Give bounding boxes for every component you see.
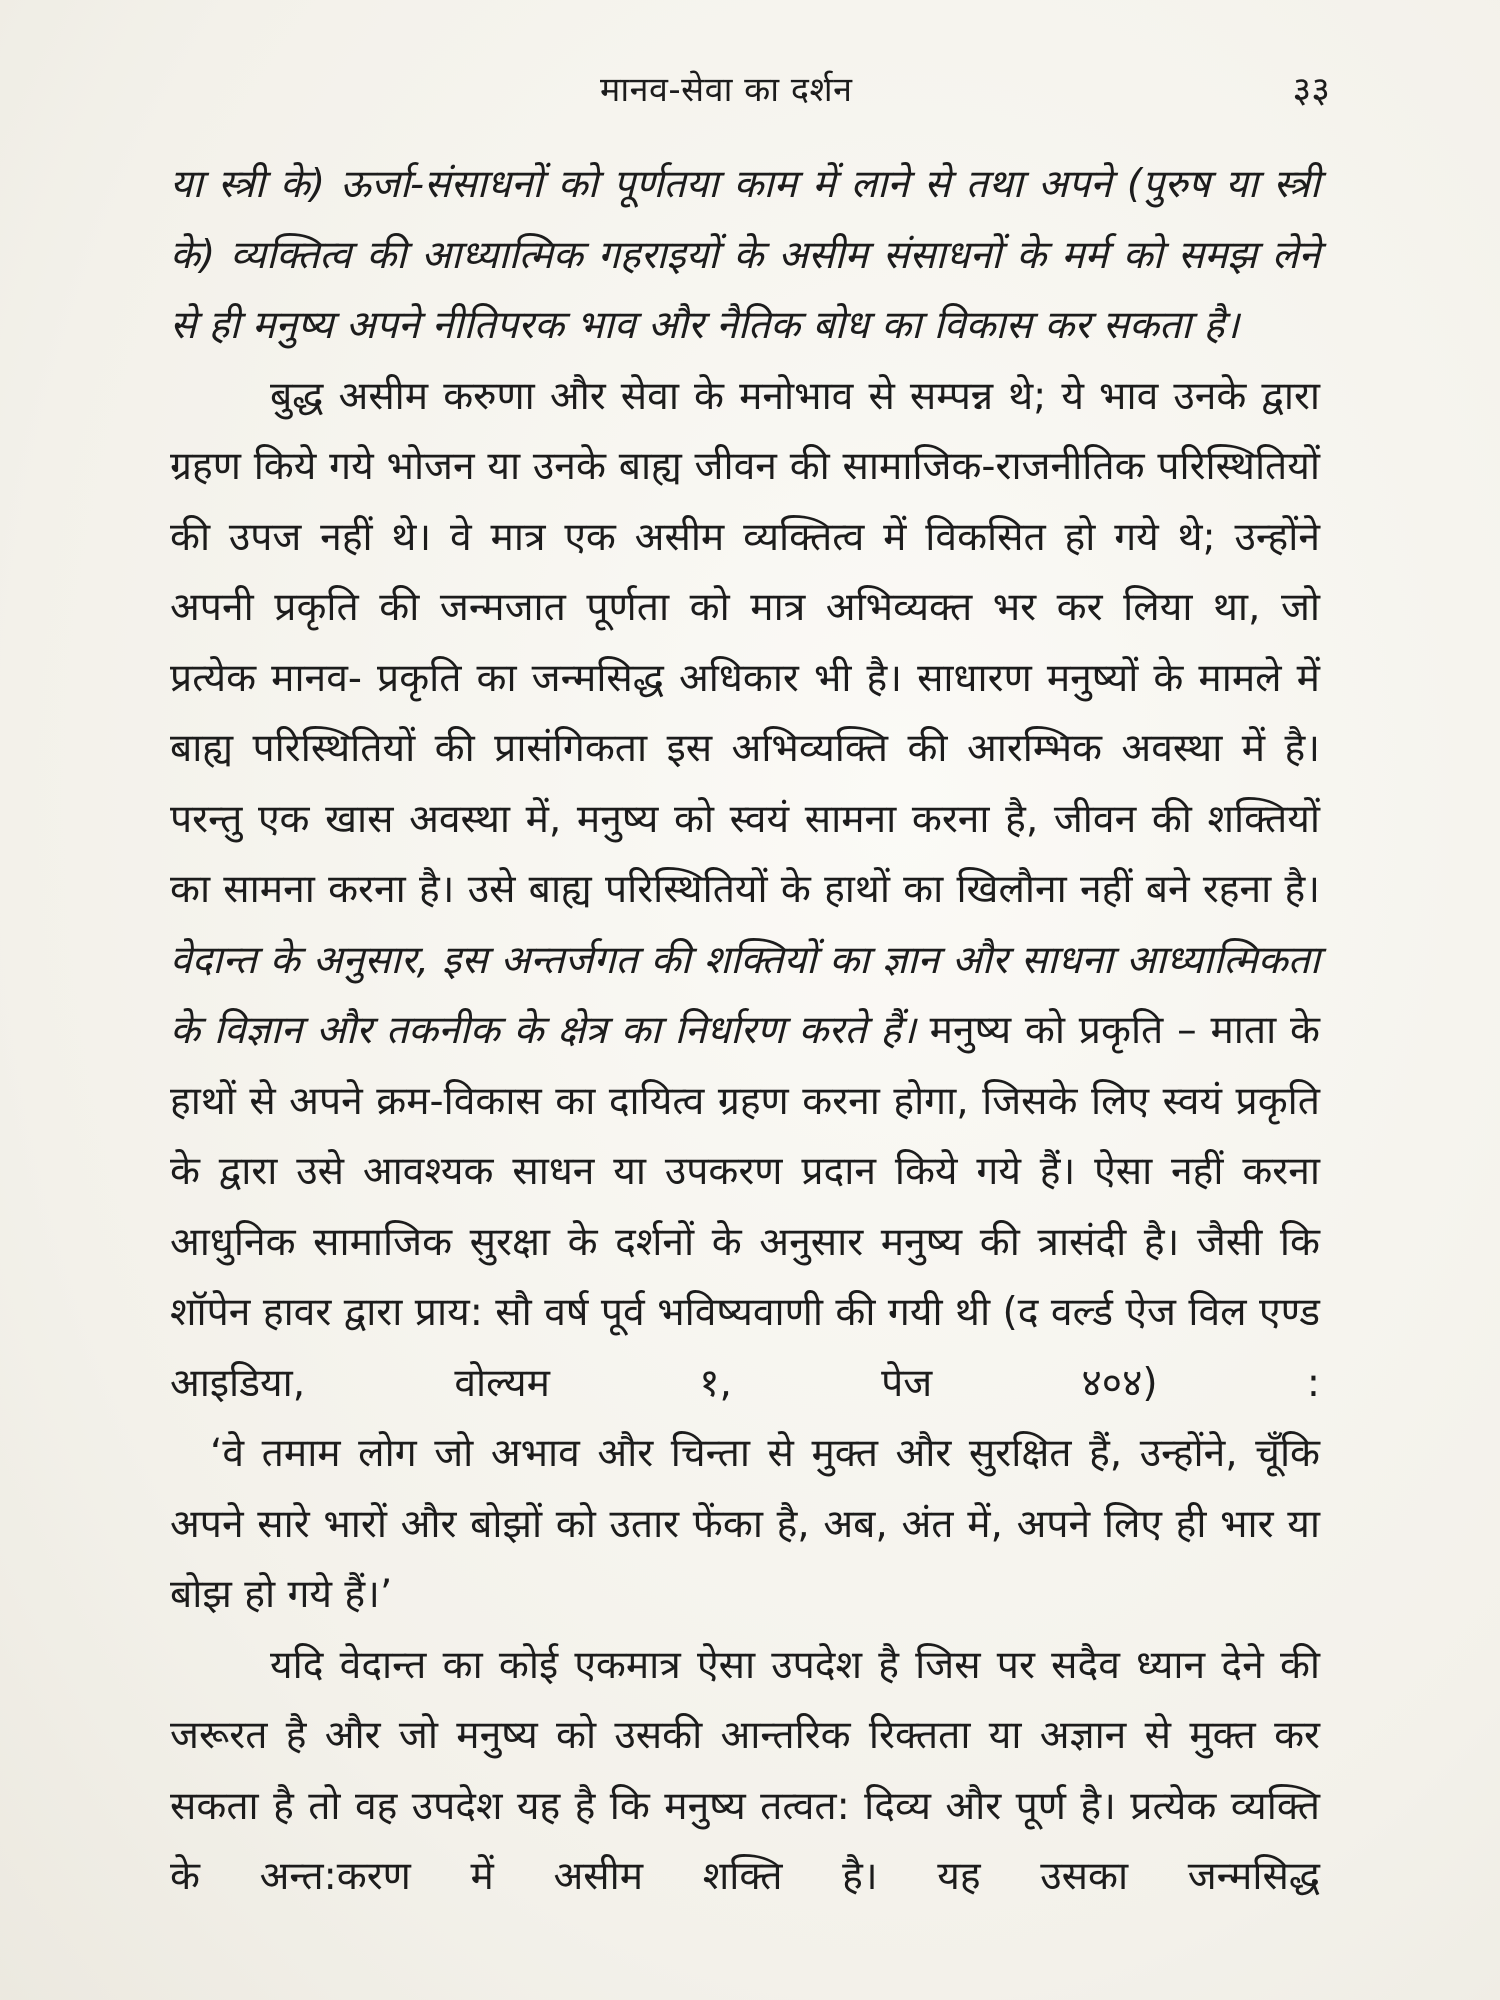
page-number: ३३ bbox=[1292, 69, 1330, 111]
page-body bbox=[170, 150, 1320, 1913]
paragraph-2 bbox=[170, 362, 1320, 1420]
paragraph-2-part-c: मनुष्य को प्रकृति – माता के हाथों से अपने क्रम-विकास का दायित्व ग्रहण करना होगा, जिसके लिए स्वयं प्रकृति के द्वारा उसे आवश्यक साधन या उपकरण प्रदान किये गये हैं। ऐसा नहीं करना आधुनिक सामाजिक सुरक्षा के दर्शनों के अनुसार मनुष्य की त्रासंदी है। जैसी कि शॉपेन हावर द्वारा प्राय: सौ वर्ष पूर्व भविष्यवाणी की गयी थी (द वर्ल्ड ऐज विल एण्ड आइडिया, वोल्यम १, पेज ४०४) : bbox=[170, 1008, 1320, 1406]
block-quote: ‘वे तमाम लोग जो अभाव और चिन्ता से मुक्त और सुरक्षित हैं, उन्होंने, चूँकि अपने सारे भारों और बोझों को उतार फेंका है, अब, अंत में, अपने लिए ही भार या बोझ हो गये हैं।’ bbox=[170, 1431, 1320, 1617]
paragraph-2-part-a: बुद्ध असीम करुणा और सेवा के मनोभाव से सम्पन्न थे; ये भाव उनके द्वारा ग्रहण किये गये भोजन या उनके बाह्य जीवन की सामाजिक-राजनीतिक परिस्थितियों की उपज नहीं थे। वे मात्र एक असीम व्यक्तित्व में विकसित हो गये थे; उन्होंने अपनी प्रकृति की जन्मजात पूर्णता को मात्र अभिव्यक्त भर कर लिया था, जो प्रत्येक मानव- प्रकृति का जन्मसिद्ध अधिकार भी है। साधारण मनुष्यों के मामले में बाह्य परिस्थितियों की प्रासंगिकता इस अभिव्यक्ति की आरम्भिक अवस्था में है। परन्तु एक खास अवस्था में, मनुष्य को स्वयं सामना करना है, जीवन की शक्तियों का सामना करना है। उसे बाह्य परिस्थितियों के हाथों का खिलौना नहीं बने रहना है। bbox=[170, 373, 1320, 912]
paragraph-1: या स्त्री के) ऊर्जा-संसाधनों को पूर्णतया काम में लाने से तथा अपने (पुरुष या स्त्री के) व्यक्तित्व की आध्यात्मिक गहराइयों के असीम संसाधनों के मर्म को समझ लेने से ही मनुष्य अपने नीतिपरक भाव और नैतिक बोध का विकास कर सकता है। bbox=[170, 162, 1320, 348]
running-title: मानव-सेवा का दर्शन bbox=[600, 70, 853, 110]
paragraph-3: यदि वेदान्त का कोई एकमात्र ऐसा उपदेश है जिस पर सदैव ध्यान देने की जरूरत है और जो मनुष्य को उसकी आन्तरिक रिक्तता या अज्ञान से मुक्त कर सकता है तो वह उपदेश यह है कि मनुष्य तत्वत: दिव्य और पूर्ण है। प्रत्येक व्यक्ति के अन्त:करण में असीम शक्ति है। यह उसका जन्मसिद्ध bbox=[170, 1642, 1320, 1899]
page-header bbox=[170, 58, 1330, 118]
paragraph-2-italic-part: वेदान्त के अनुसार, इस अन्तर्जगत की शक्तियों का ज्ञान और साधना आध्यात्मिकता के विज्ञान और तकनीक के क्षेत्र का निर्धारण करते हैं। bbox=[170, 937, 1320, 1053]
